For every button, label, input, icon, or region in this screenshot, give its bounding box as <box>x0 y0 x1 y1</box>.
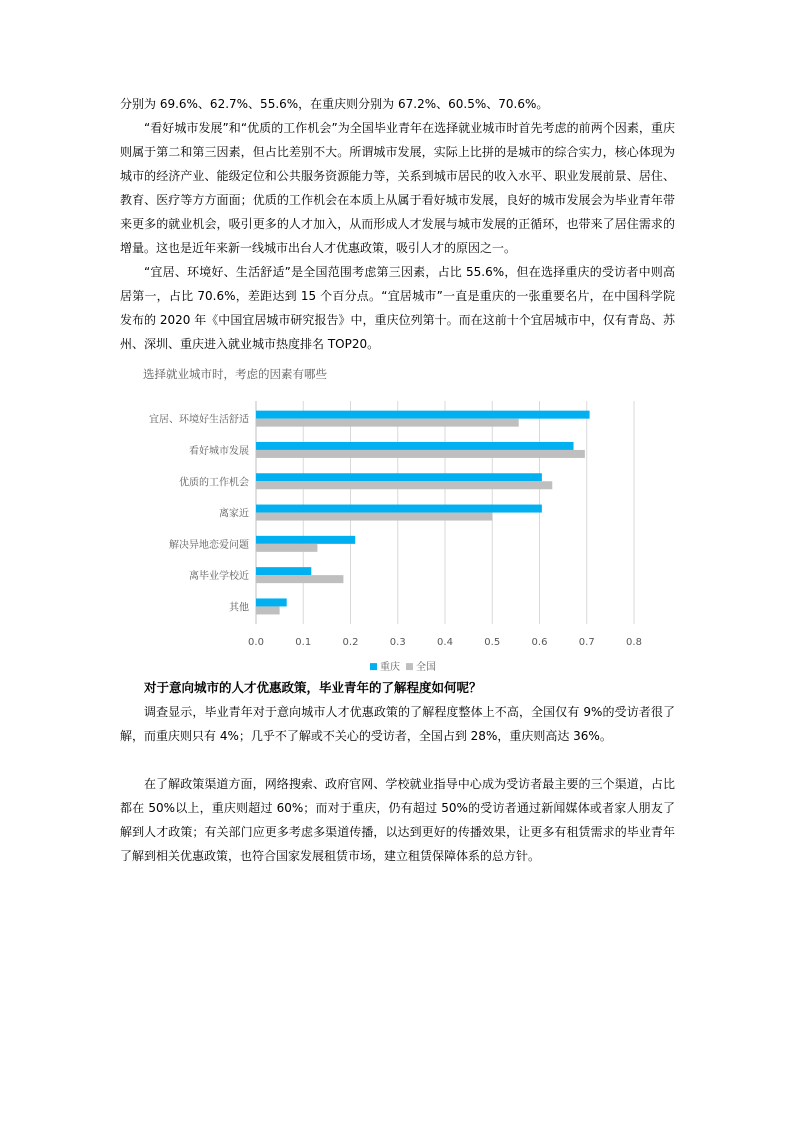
bar-chongqing <box>256 505 542 513</box>
category-label: 优质的工作机会 <box>179 477 249 489</box>
category-label: 其他 <box>229 602 249 614</box>
bar-chongqing <box>256 442 574 450</box>
section-heading: 对于意向城市的人才优惠政策，毕业青年的了解程度如何呢？ <box>144 680 482 695</box>
x-tick-label: 0.7 <box>578 637 595 649</box>
bar-chongqing <box>256 567 311 575</box>
x-tick-label: 0.4 <box>437 637 453 649</box>
legend-label: 全国 <box>416 662 436 674</box>
bar-chongqing <box>256 536 355 544</box>
x-tick-label: 0.1 <box>295 637 312 649</box>
x-tick-label: 0.2 <box>342 637 359 649</box>
category-label: 宜居、环境好生活舒适 <box>149 414 249 426</box>
category-label: 解决异地恋爱问题 <box>169 539 249 551</box>
legend-swatch <box>406 663 413 670</box>
bar-national <box>256 450 585 458</box>
bar-national <box>256 513 492 521</box>
bar-national <box>256 419 519 427</box>
paragraph-1: 分别为 69.6%、62.7%、55.6%，在重庆则分别为 67.2%、60.5%、70.6%。 <box>120 97 549 111</box>
bar-national <box>256 606 280 614</box>
category-label: 离毕业学校近 <box>189 571 249 583</box>
legend-swatch <box>370 663 377 670</box>
x-tick-label: 0.3 <box>389 637 406 649</box>
bar-chongqing <box>256 473 542 481</box>
bar-national <box>256 544 317 552</box>
paragraph-3: “宜居、环境好、生活舒适”是全国范围考虑第三因素，占比 55.6%，但在选择重庆的受访者中则高居第一，占比 70.6%，差距达到 15 个百分点。“宜居城市”一直是重庆的一张重要名片，在中国科学院发布的 2020 年《中国宜居城市研究报告》中，重庆位列第十。而在这前十个宜居城市中，仅有青岛、苏州、深圳、重庆进入就业城市热度排名 TOP20。 <box>120 265 676 351</box>
x-tick-label: 0.0 <box>248 637 264 649</box>
paragraph-4: 调查显示，毕业青年对于意向城市人才优惠政策的了解程度整体上不高，全国仅有 9%的受访者很了解，而重庆则只有 4%；几乎不了解或不关心的受访者，全国占到 28%，重庆则高达 36%。 <box>120 705 675 743</box>
category-label: 离家近 <box>219 508 249 520</box>
bar-national <box>256 481 552 489</box>
x-tick-label: 0.5 <box>484 637 501 649</box>
legend-label: 重庆 <box>380 662 400 674</box>
factors-bar-chart <box>120 395 660 674</box>
x-tick-label: 0.8 <box>626 637 642 649</box>
bar-national <box>256 575 343 583</box>
bar-chongqing <box>256 598 287 606</box>
bar-chongqing <box>256 411 590 419</box>
paragraph-5: 在了解政策渠道方面，网络搜索、政府官网、学校就业指导中心成为受访者最主要的三个渠道，占比都在 50%以上，重庆则超过 60%；而对于重庆，仍有超过 50%的受访者通过新闻媒体或者家人朋友了解到人才政策；有关部门应更多考虑多渠道传播，以达到更好的传播效果，让更多有租赁需求的毕业青年了解到相关优惠政策，也符合国家发展租赁市场，建立租赁保障体系的总方针。 <box>120 777 675 863</box>
category-label: 看好城市发展 <box>189 445 249 457</box>
chart-title: 选择就业城市时，考虑的因素有哪些 <box>143 367 327 381</box>
x-tick-label: 0.6 <box>531 637 548 649</box>
paragraph-2: “看好城市发展”和“优质的工作机会”为全国毕业青年在选择就业城市时首先考虑的前两个因素，重庆则属于第二和第三因素，但占比差别不大。所谓城市发展，实际上比拼的是城市的综合实力，核心体现为城市的经济产业、能级定位和公共服务资源能力等，关系到城市居民的收入水平、职业发展前景、居住、教育、医疗等方方面面；优质的工作机会在本质上从属于看好城市发展，良好的城市发展会为毕业青年带来更多的就业机会，吸引更多的人才加入，从而形成人才发展与城市发展的正循环，也带来了居住需求的增量。这也是近年来新一线城市出台人才优惠政策，吸引人才的原因之一。 <box>120 121 675 255</box>
